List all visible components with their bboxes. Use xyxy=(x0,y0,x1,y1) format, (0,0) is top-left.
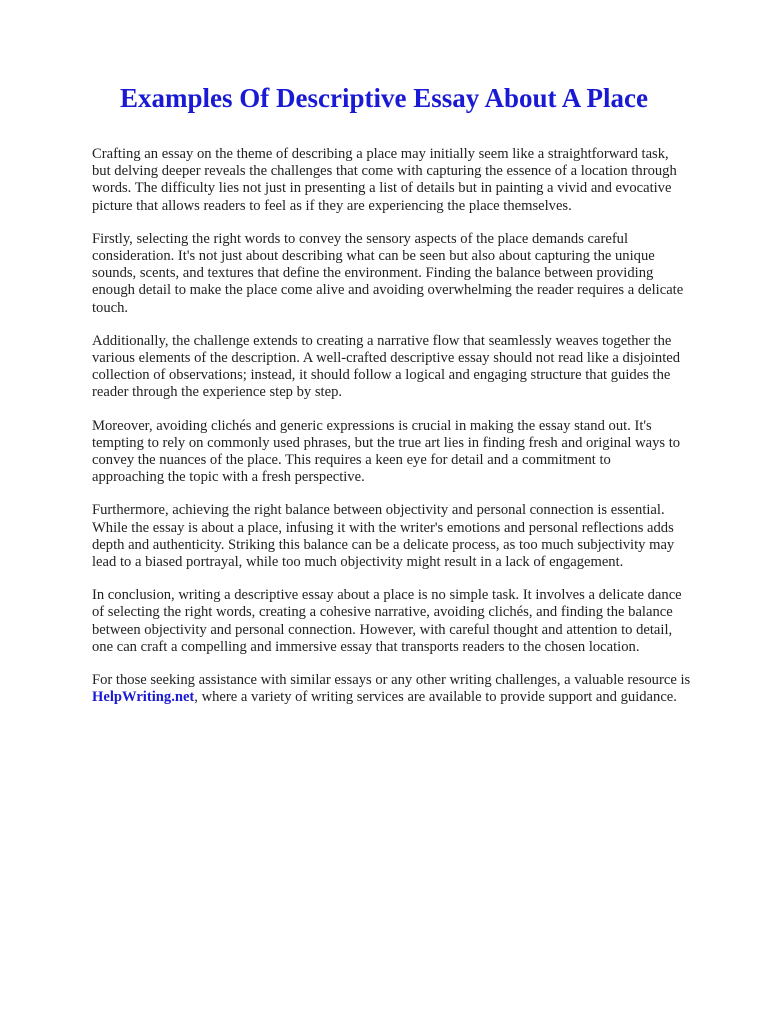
closing-line-rest: , where a variety of writing services are available to provide support and guidance. xyxy=(194,689,677,706)
text-line: enough detail to make the place come alive and avoiding overwhelming the reader requires a delicate xyxy=(92,282,684,299)
text-line: sounds, scents, and textures that define the environment. Finding the balance between providing xyxy=(92,265,654,282)
paragraph-closing xyxy=(92,672,720,706)
text-line: lead to a biased portrayal, while too much objectivity might result in a lack of engagement. xyxy=(92,554,624,571)
text-line: various elements of the description. A well-crafted descriptive essay should not read like a disjointed xyxy=(92,350,681,367)
paragraph-1 xyxy=(92,146,720,215)
text-line: For those seeking assistance with similar essays or any other writing challenges, a valuable resource is xyxy=(92,672,691,689)
text-line xyxy=(92,689,720,706)
paragraph-5 xyxy=(92,502,720,571)
text-line: words. The difficulty lies not just in presenting a list of details but in painting a vivid and evocative xyxy=(92,180,672,197)
text-line: Additionally, the challenge extends to creating a narrative flow that seamlessly weaves together the xyxy=(92,332,672,349)
text-line: approaching the topic with a fresh perspective. xyxy=(92,469,365,486)
text-line: In conclusion, writing a descriptive essay about a place is no simple task. It involves a delicate dance xyxy=(92,587,682,604)
text-line: While the essay is about a place, infusing it with the writer's emotions and personal reflections adds xyxy=(92,519,674,536)
text-line: consideration. It's not just about describing what can be seen but also about capturing the unique xyxy=(92,248,655,265)
text-line: convey the nuances of the place. This requires a keen eye for detail and a commitment to xyxy=(92,452,611,469)
text-line: tempting to rely on commonly used phrases, but the true art lies in finding fresh and original ways to xyxy=(92,434,681,451)
paragraph-4 xyxy=(92,418,720,487)
text-line: picture that allows readers to feel as if they are experiencing the place themselves. xyxy=(92,197,572,214)
page-title: Examples Of Descriptive Essay About A Place xyxy=(120,83,648,113)
text-line: Firstly, selecting the right words to convey the sensory aspects of the place demands careful xyxy=(92,230,629,247)
text-line: of selecting the right words, creating a cohesive narrative, avoiding clichés, and finding the balance xyxy=(92,604,673,621)
text-line: Moreover, avoiding clichés and generic expressions is crucial in making the essay stand out. It's xyxy=(92,417,652,434)
text-line: Furthermore, achieving the right balance between objectivity and personal connection is essential. xyxy=(92,502,665,519)
paragraph-3 xyxy=(92,333,720,402)
text-line: but delving deeper reveals the challenges that come with capturing the essence of a location through xyxy=(92,163,677,180)
text-line: Crafting an essay on the theme of describing a place may initially seem like a straightforward task, xyxy=(92,146,669,162)
paragraph-6 xyxy=(92,587,720,656)
text-line: collection of observations; instead, it should follow a logical and engaging structure that guides the xyxy=(92,367,671,384)
text-line: touch. xyxy=(92,299,129,316)
text-line: reader through the experience step by step. xyxy=(92,384,343,401)
helpwriting-link[interactable]: HelpWriting.net xyxy=(92,689,195,706)
paragraph-2 xyxy=(92,231,720,317)
text-line: one can craft a compelling and immersive essay that transports readers to the chosen location. xyxy=(92,638,640,655)
text-line: between objectivity and personal connection. However, with careful thought and attention to detail, xyxy=(92,621,673,638)
essay-body xyxy=(92,146,720,722)
text-line: depth and authenticity. Striking this balance can be a delicate process, as too much subjectivity may xyxy=(92,536,675,553)
